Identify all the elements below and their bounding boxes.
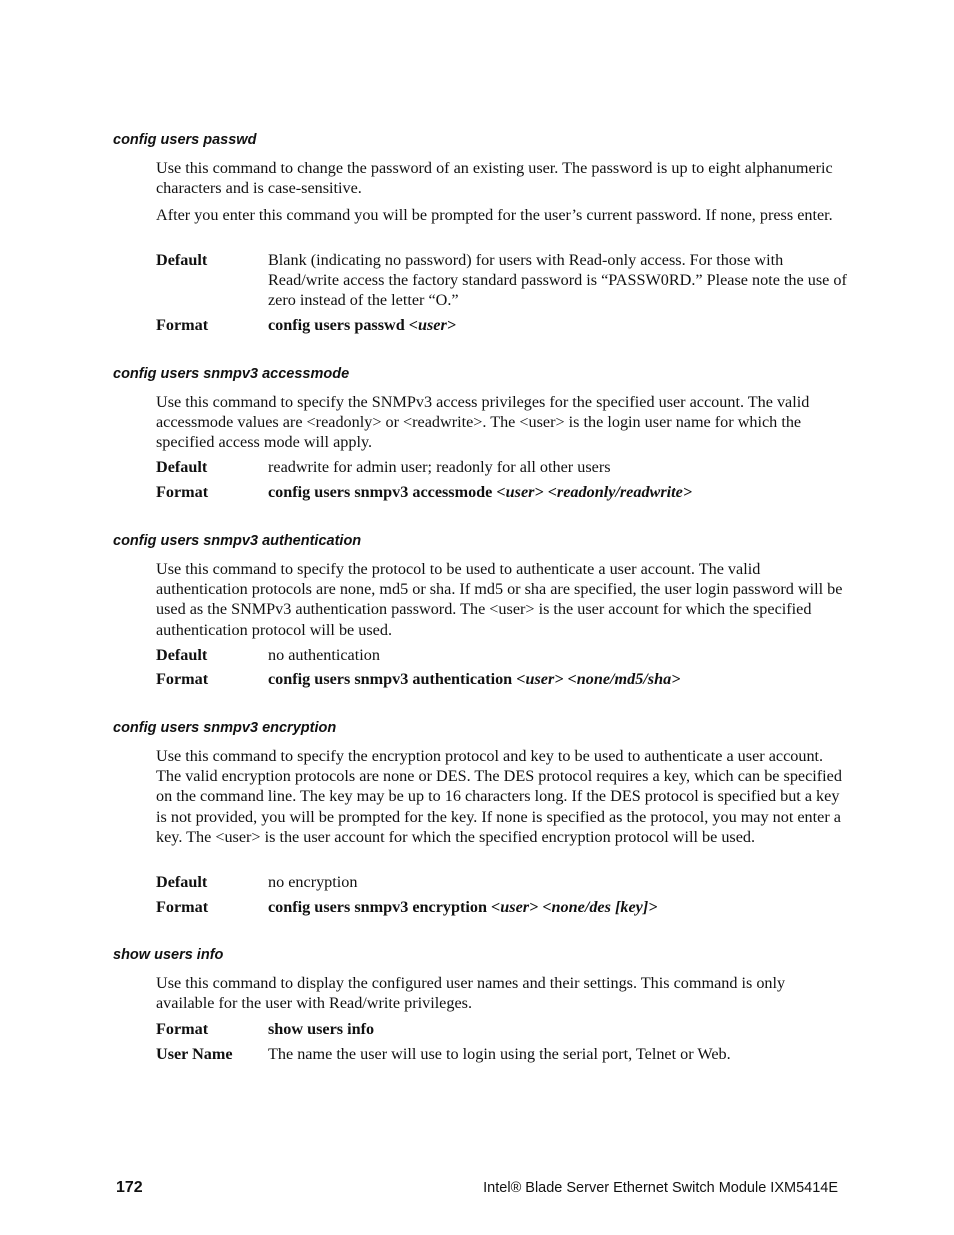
format-command: config users snmpv3 authentication <box>268 670 517 688</box>
username-value: The name the user will use to login using the serial port, Telnet or Web. <box>268 1045 731 1063</box>
description-paragraph: Use this command to display the configured user names and their settings. This command is only available for the user with Read/write privileges. <box>156 974 786 1013</box>
format-value <box>268 669 848 689</box>
format-command: config users passwd <box>268 316 409 334</box>
format-label: Format <box>156 1020 209 1038</box>
default-label: Default <box>156 251 208 269</box>
format-label: Format <box>156 898 209 916</box>
default-value: readwrite for admin user; readonly for all other users <box>268 458 611 476</box>
section-heading: config users snmpv3 accessmode <box>113 366 350 382</box>
document-title: Intel® Blade Server Ethernet Switch Module IXM5414E <box>483 1180 838 1196</box>
format-args: <user> <none/des [key]> <box>491 898 658 916</box>
default-value: Blank (indicating no password) for users with Read-only access. For those with Read/write access the factory standard password is “PASSW0RD.” Please note the use of zero instead of the letter “O.” <box>268 251 847 310</box>
description-paragraph: Use this command to specify the protocol to be used to authenticate a user account. The valid authentication protocols are none, md5 or sha. If md5 or sha are specified, the user login password will be used as the SNMPv3 authentication password. The <user> is the user account for which the specified authentication protocol will be used. <box>156 560 843 639</box>
format-value <box>268 482 848 502</box>
format-value <box>268 315 848 335</box>
format-command: config users snmpv3 accessmode <box>268 483 497 501</box>
description-paragraph: Use this command to specify the SNMPv3 access privileges for the specified user account. The valid accessmode values are <readonly> or <readwrite>. The <user> is the login user name for which the specified access mode will apply. <box>156 393 810 452</box>
section-heading: config users snmpv3 encryption <box>113 720 337 736</box>
format-args: <user> <box>408 316 457 334</box>
format-args: <user> <none/md5/sha> <box>516 670 681 688</box>
default-value: no authentication <box>268 646 380 664</box>
format-command: config users snmpv3 encryption <box>268 898 492 916</box>
format-args: <user> <readonly/readwrite> <box>496 483 693 501</box>
description-paragraph: Use this command to specify the encryption protocol and key to be used to authenticate a user account. The valid encryption protocols are none or DES. The DES protocol requires a key, which can be specified on the command line. The key may be up to 16 characters long. If the DES protocol is specified but a key is not provided, you will be prompted for the key. If none is specified as the protocol, you may not enter a key. The <user> is the user account for which the specified encryption protocol will be used. <box>156 747 842 846</box>
default-label: Default <box>156 873 208 891</box>
description-paragraph: Use this command to change the password of an existing user. The password is up to eight alphanumeric characters and is case-sensitive. <box>156 159 833 198</box>
section-heading: config users snmpv3 authentication <box>113 533 362 549</box>
format-label: Format <box>156 316 209 334</box>
default-label: Default <box>156 458 208 476</box>
username-label: User Name <box>156 1045 233 1063</box>
format-value: show users info <box>268 1020 375 1038</box>
default-value: no encryption <box>268 873 358 891</box>
section-heading: show users info <box>113 947 224 963</box>
format-label: Format <box>156 670 209 688</box>
format-label: Format <box>156 483 209 501</box>
default-label: Default <box>156 646 208 664</box>
format-value <box>268 897 848 917</box>
page-number: 172 <box>116 1179 143 1196</box>
description-paragraph: After you enter this command you will be prompted for the user’s current password. If none, press enter. <box>156 206 833 224</box>
section-heading: config users passwd <box>113 132 257 148</box>
